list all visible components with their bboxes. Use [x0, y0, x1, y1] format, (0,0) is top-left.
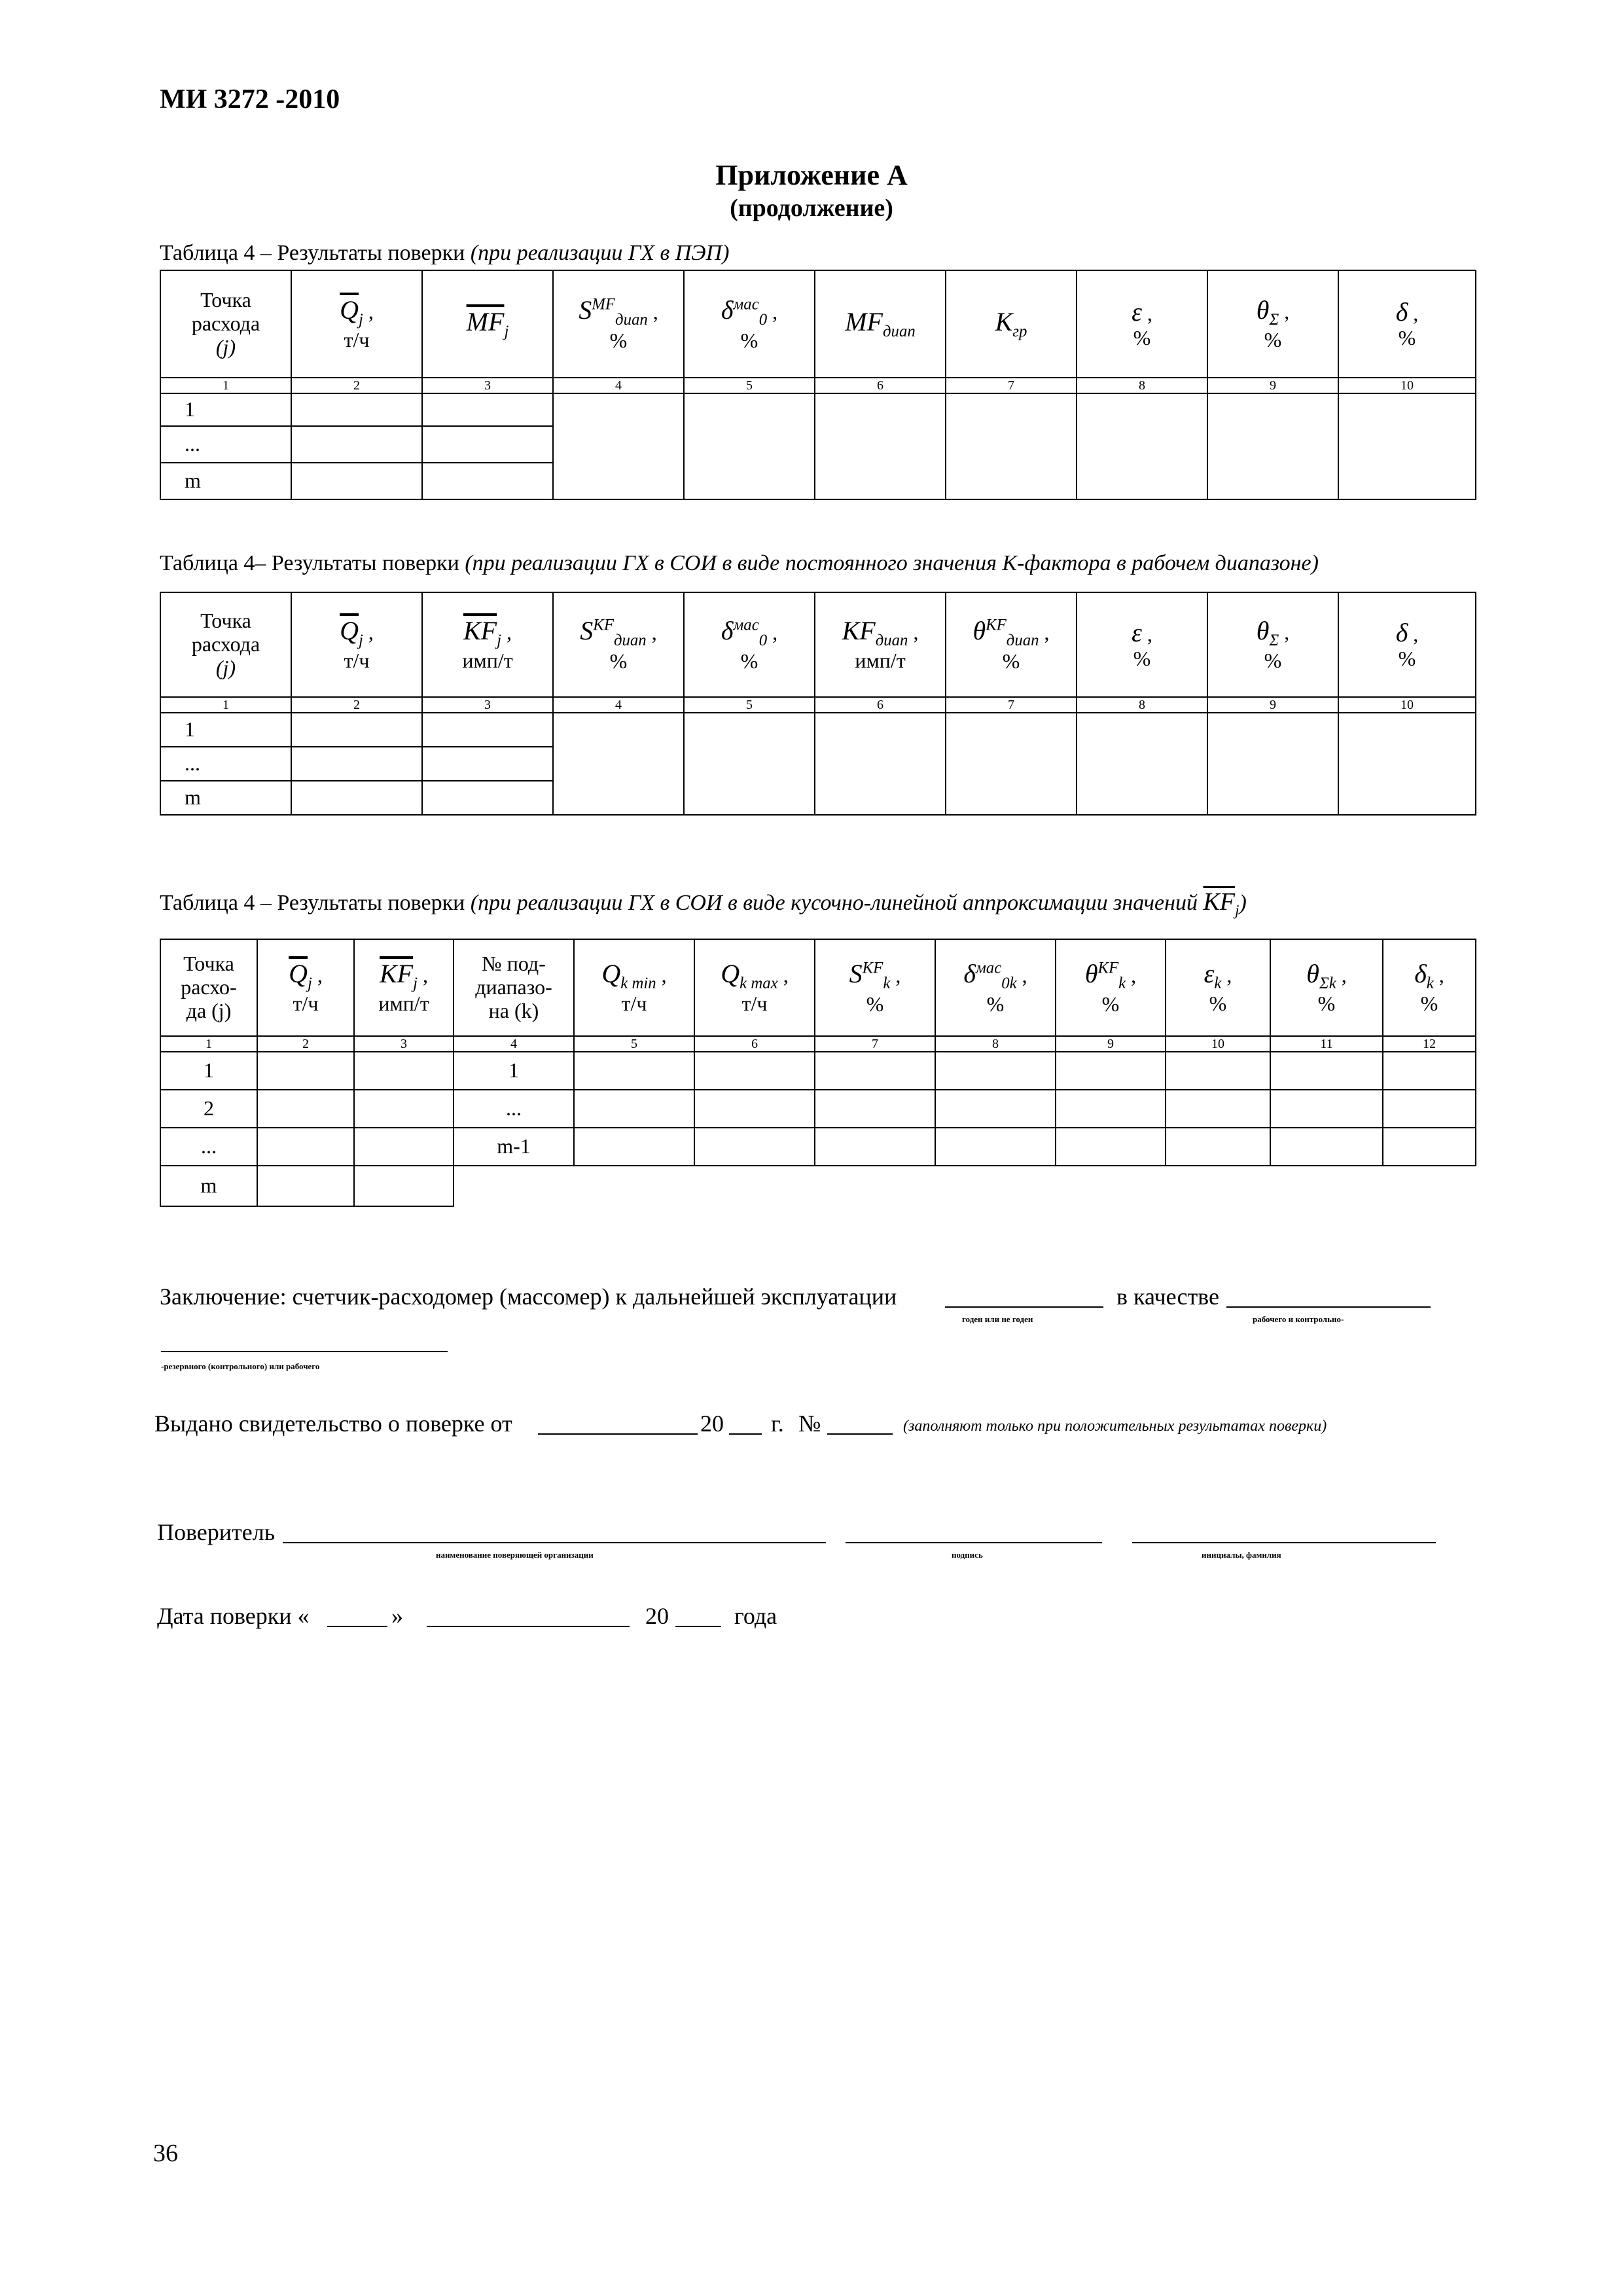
table3-caption: Таблица 4 – Результаты поверки (при реализации ГХ в СОИ в виде кусочно-линейной аппроксимации значений $\overline{KF}_j$)	[160, 888, 1247, 920]
date-year-prefix: 20	[645, 1603, 669, 1629]
table1-header-delta: δ , %	[1338, 270, 1476, 378]
verifier-hint-sign: подпись	[952, 1550, 983, 1560]
table3-cell	[257, 1052, 354, 1090]
table3-cell	[815, 1128, 935, 1166]
table3-cell	[1166, 1090, 1270, 1128]
table3-cell	[354, 1128, 454, 1166]
table3-row-label: 2	[160, 1090, 257, 1128]
table3-row-label: ...	[160, 1128, 257, 1166]
table3-header-qmin: $Q_{k min}$ , т/ч	[574, 939, 694, 1036]
table1	[160, 270, 1476, 500]
table3-cell	[935, 1128, 1056, 1166]
table3-colnum: 10	[1166, 1036, 1270, 1052]
table1-header-point: Точка расхода (j)	[160, 270, 291, 378]
table3-cell	[1383, 1090, 1476, 1128]
table2-cell	[1338, 713, 1476, 815]
table2-row-label: m	[160, 781, 291, 815]
table2-colnum: 10	[1338, 697, 1476, 713]
table1-header-kgr: $K_{гр}$	[946, 270, 1077, 378]
table2-header-delta: δ , %	[1338, 592, 1476, 697]
table3-colnum: 4	[454, 1036, 574, 1052]
certificate-note: (заполняют только при положительных результатах поверки)	[903, 1418, 1327, 1435]
table2-cell	[291, 713, 422, 747]
table2-cell	[946, 713, 1077, 815]
table3-colnum: 11	[1270, 1036, 1383, 1052]
table1-colnum: 7	[946, 378, 1077, 393]
date-year-line[interactable]	[675, 1626, 721, 1627]
conclusion-quality-line-2[interactable]	[161, 1351, 448, 1352]
table2-colnum: 2	[291, 697, 422, 713]
table3	[160, 939, 1476, 1207]
table3-cell	[257, 1166, 354, 1206]
table2-header-kf: $\overline{KF}_j$ , имп/т	[422, 592, 553, 697]
table3-header-qmax: $Q_{k max}$ , т/ч	[694, 939, 815, 1036]
table3-cell	[1270, 1090, 1383, 1128]
table3-colnum: 8	[935, 1036, 1056, 1052]
table2-colnum: 7	[946, 697, 1077, 713]
table3-cell	[1056, 1128, 1166, 1166]
table3-cell	[354, 1166, 454, 1206]
table2-cell	[684, 713, 815, 815]
table3-cell	[935, 1052, 1056, 1090]
table3-header-kf: $\overline{KF}_j$ , имп/т	[354, 939, 454, 1036]
table2-cell	[422, 747, 553, 781]
table2-colnum: 3	[422, 697, 553, 713]
table3-cell	[694, 1128, 815, 1166]
table3-header-q: $\overline{Q}_j$ , т/ч	[257, 939, 354, 1036]
table2-colnum: 4	[553, 697, 684, 713]
date-label: Дата поверки «	[157, 1603, 310, 1629]
table3-cell	[1383, 1052, 1476, 1090]
verifier-name-line[interactable]	[1132, 1542, 1436, 1543]
table3-colnum: 5	[574, 1036, 694, 1052]
table3-cell	[574, 1128, 694, 1166]
table1-cell	[1077, 393, 1207, 499]
table1-colnum: 9	[1207, 378, 1338, 393]
table3-header-theta-sum: $\theta_{\Sigma k}$ , %	[1270, 939, 1383, 1036]
table1-colnum: 5	[684, 378, 815, 393]
table2-cell	[553, 713, 684, 815]
table1-cell	[422, 426, 553, 463]
verifier-sign-line[interactable]	[846, 1542, 1102, 1543]
table3-colnum: 2	[257, 1036, 354, 1052]
table1-cell	[422, 393, 553, 426]
page-number: 36	[153, 2140, 178, 2167]
date-quote-close: »	[391, 1603, 403, 1629]
table3-header-delta0k: $\delta^{мас}_{0k}$ , %	[935, 939, 1056, 1036]
table1-cell	[291, 393, 422, 426]
table1-cell	[1338, 393, 1476, 499]
table1-header-delta0: $\delta^{мас}_0$ , %	[684, 270, 815, 378]
table2-header-s: $S^{KF}_{диап}$ , %	[553, 592, 684, 697]
table3-cell	[1056, 1052, 1166, 1090]
table2-cell	[291, 781, 422, 815]
table3-colnum: 7	[815, 1036, 935, 1052]
table1-header-eps: ε , %	[1077, 270, 1207, 378]
table2-row-label: ...	[160, 747, 291, 781]
table2-cell	[422, 713, 553, 747]
table1-header-s: $S^{MF}_{диап}$ , %	[553, 270, 684, 378]
date-day-line[interactable]	[327, 1626, 387, 1627]
table3-cell	[1166, 1052, 1270, 1090]
table1-cell	[684, 393, 815, 499]
table2-cell	[1207, 713, 1338, 815]
table3-header-point: Точка расхо- да (j)	[160, 939, 257, 1036]
table3-cell	[694, 1090, 815, 1128]
table2-header-q: $\overline{Q}_j$ , т/ч	[291, 592, 422, 697]
table3-header-s: $S^{KF}_k$ , %	[815, 939, 935, 1036]
table1-header-mfdiap: $MF_{диап}$	[815, 270, 946, 378]
table1-header-theta: $\theta_\Sigma$ , %	[1207, 270, 1338, 378]
table1-cell	[946, 393, 1077, 499]
table2	[160, 592, 1476, 816]
table2-colnum: 5	[684, 697, 815, 713]
table2-header-point: Точка расхода (j)	[160, 592, 291, 697]
certificate-date-line[interactable]	[538, 1433, 698, 1435]
table2-caption: Таблица 4– Результаты поверки (при реализации ГХ в СОИ в виде постоянного значения К-фактора в рабочем диапазоне)	[160, 551, 1319, 575]
table2-colnum: 9	[1207, 697, 1338, 713]
table3-header-deltak: $\delta_k$ , %	[1383, 939, 1476, 1036]
table3-cell	[1270, 1128, 1383, 1166]
table1-caption: Таблица 4 – Результаты поверки (при реализации ГХ в ПЭП)	[160, 241, 730, 265]
table3-row-label: m	[160, 1166, 257, 1206]
table1-header-q: $\overline{Q}_j$ , т/ч	[291, 270, 422, 378]
conclusion-hint-quality-2: -резервного (контрольного) или рабочего	[161, 1361, 320, 1371]
verifier-org-line[interactable]	[283, 1542, 826, 1543]
table3-subrange-label: ...	[454, 1090, 574, 1128]
table3-cell	[815, 1090, 935, 1128]
table3-header-epsk: $\varepsilon_k$ , %	[1166, 939, 1270, 1036]
table1-row-label: m	[160, 463, 291, 499]
table3-cell	[1166, 1128, 1270, 1166]
table2-row-label: 1	[160, 713, 291, 747]
table2-cell	[1077, 713, 1207, 815]
table3-cell	[1270, 1052, 1383, 1090]
conclusion-text: Заключение: счетчик-расходомер (массомер) к дальнейшей эксплуатации	[160, 1283, 897, 1310]
table3-cell	[694, 1052, 815, 1090]
certificate-year-suffix: г.	[771, 1410, 784, 1437]
date-month-line[interactable]	[427, 1626, 630, 1627]
table3-cell	[1056, 1090, 1166, 1128]
table1-cell	[553, 393, 684, 499]
certificate-year-line[interactable]	[729, 1433, 762, 1435]
table1-colnum: 8	[1077, 378, 1207, 393]
verifier-hint-org: наименование поверяющей организации	[436, 1550, 594, 1560]
table2-colnum: 1	[160, 697, 291, 713]
table3-colnum: 1	[160, 1036, 257, 1052]
table3-cell	[574, 1090, 694, 1128]
certificate-number-label: №	[798, 1410, 821, 1437]
table3-colnum: 3	[354, 1036, 454, 1052]
table1-colnum: 1	[160, 378, 291, 393]
verifier-hint-name: инициалы, фамилия	[1202, 1550, 1281, 1560]
conclusion-hint-quality: рабочего и контрольно-	[1253, 1314, 1344, 1324]
table1-colnum: 6	[815, 378, 946, 393]
table3-empty-area	[454, 1166, 1476, 1206]
table1-colnum: 3	[422, 378, 553, 393]
table3-subrange-label: m-1	[454, 1128, 574, 1166]
table2-colnum: 6	[815, 697, 946, 713]
table3-subrange-label: 1	[454, 1052, 574, 1090]
table1-header-mf: $\overline{MF}_j$	[422, 270, 553, 378]
table3-cell	[574, 1052, 694, 1090]
table3-colnum: 6	[694, 1036, 815, 1052]
table1-colnum: 10	[1338, 378, 1476, 393]
table3-cell	[1383, 1128, 1476, 1166]
table1-cell	[291, 463, 422, 499]
table1-cell	[1207, 393, 1338, 499]
table1-colnum: 2	[291, 378, 422, 393]
document-id: МИ 3272 -2010	[160, 84, 340, 115]
table3-header-thetak: $\theta^{KF}_k$ , %	[1056, 939, 1166, 1036]
table2-header-kfdiap: $KF_{диап}$ , имп/т	[815, 592, 946, 697]
table3-cell	[354, 1052, 454, 1090]
table3-cell	[354, 1090, 454, 1128]
table3-cell	[257, 1128, 354, 1166]
table3-colnum: 9	[1056, 1036, 1166, 1052]
table3-cell	[935, 1090, 1056, 1128]
table2-header-eps: ε , %	[1077, 592, 1207, 697]
appendix-subtitle: (продолжение)	[730, 194, 893, 222]
certificate-year-prefix: 20	[700, 1410, 724, 1437]
verifier-label: Поверитель	[157, 1519, 276, 1545]
conclusion-fit-line[interactable]	[945, 1306, 1103, 1308]
table3-cell	[257, 1090, 354, 1128]
table3-cell	[815, 1052, 935, 1090]
certificate-text: Выдано свидетельство о поверке от	[154, 1410, 512, 1437]
appendix-title: Приложение А	[715, 159, 908, 191]
table2-cell	[291, 747, 422, 781]
table3-header-subrange: № под- диапазо- на (k)	[454, 939, 574, 1036]
table2-colnum: 8	[1077, 697, 1207, 713]
certificate-number-line[interactable]	[827, 1433, 893, 1435]
table1-cell	[422, 463, 553, 499]
table1-row-label: ...	[160, 426, 291, 463]
conclusion-quality-line[interactable]	[1226, 1306, 1431, 1308]
table2-header-theta-diap: $\theta^{KF}_{диап}$ , %	[946, 592, 1077, 697]
table3-row-label: 1	[160, 1052, 257, 1090]
table2-header-theta: $\theta_\Sigma$ , %	[1207, 592, 1338, 697]
conclusion-quality-label: в качестве	[1116, 1283, 1219, 1310]
table2-cell	[422, 781, 553, 815]
table2-cell	[815, 713, 946, 815]
table1-cell	[815, 393, 946, 499]
conclusion-hint-fit: годен или не годен	[962, 1314, 1033, 1324]
table1-colnum: 4	[553, 378, 684, 393]
table2-header-delta0: $\delta^{мас}_0$ , %	[684, 592, 815, 697]
table3-colnum: 12	[1383, 1036, 1476, 1052]
table1-row-label: 1	[160, 393, 291, 426]
table1-cell	[291, 426, 422, 463]
date-suffix: года	[734, 1603, 777, 1629]
